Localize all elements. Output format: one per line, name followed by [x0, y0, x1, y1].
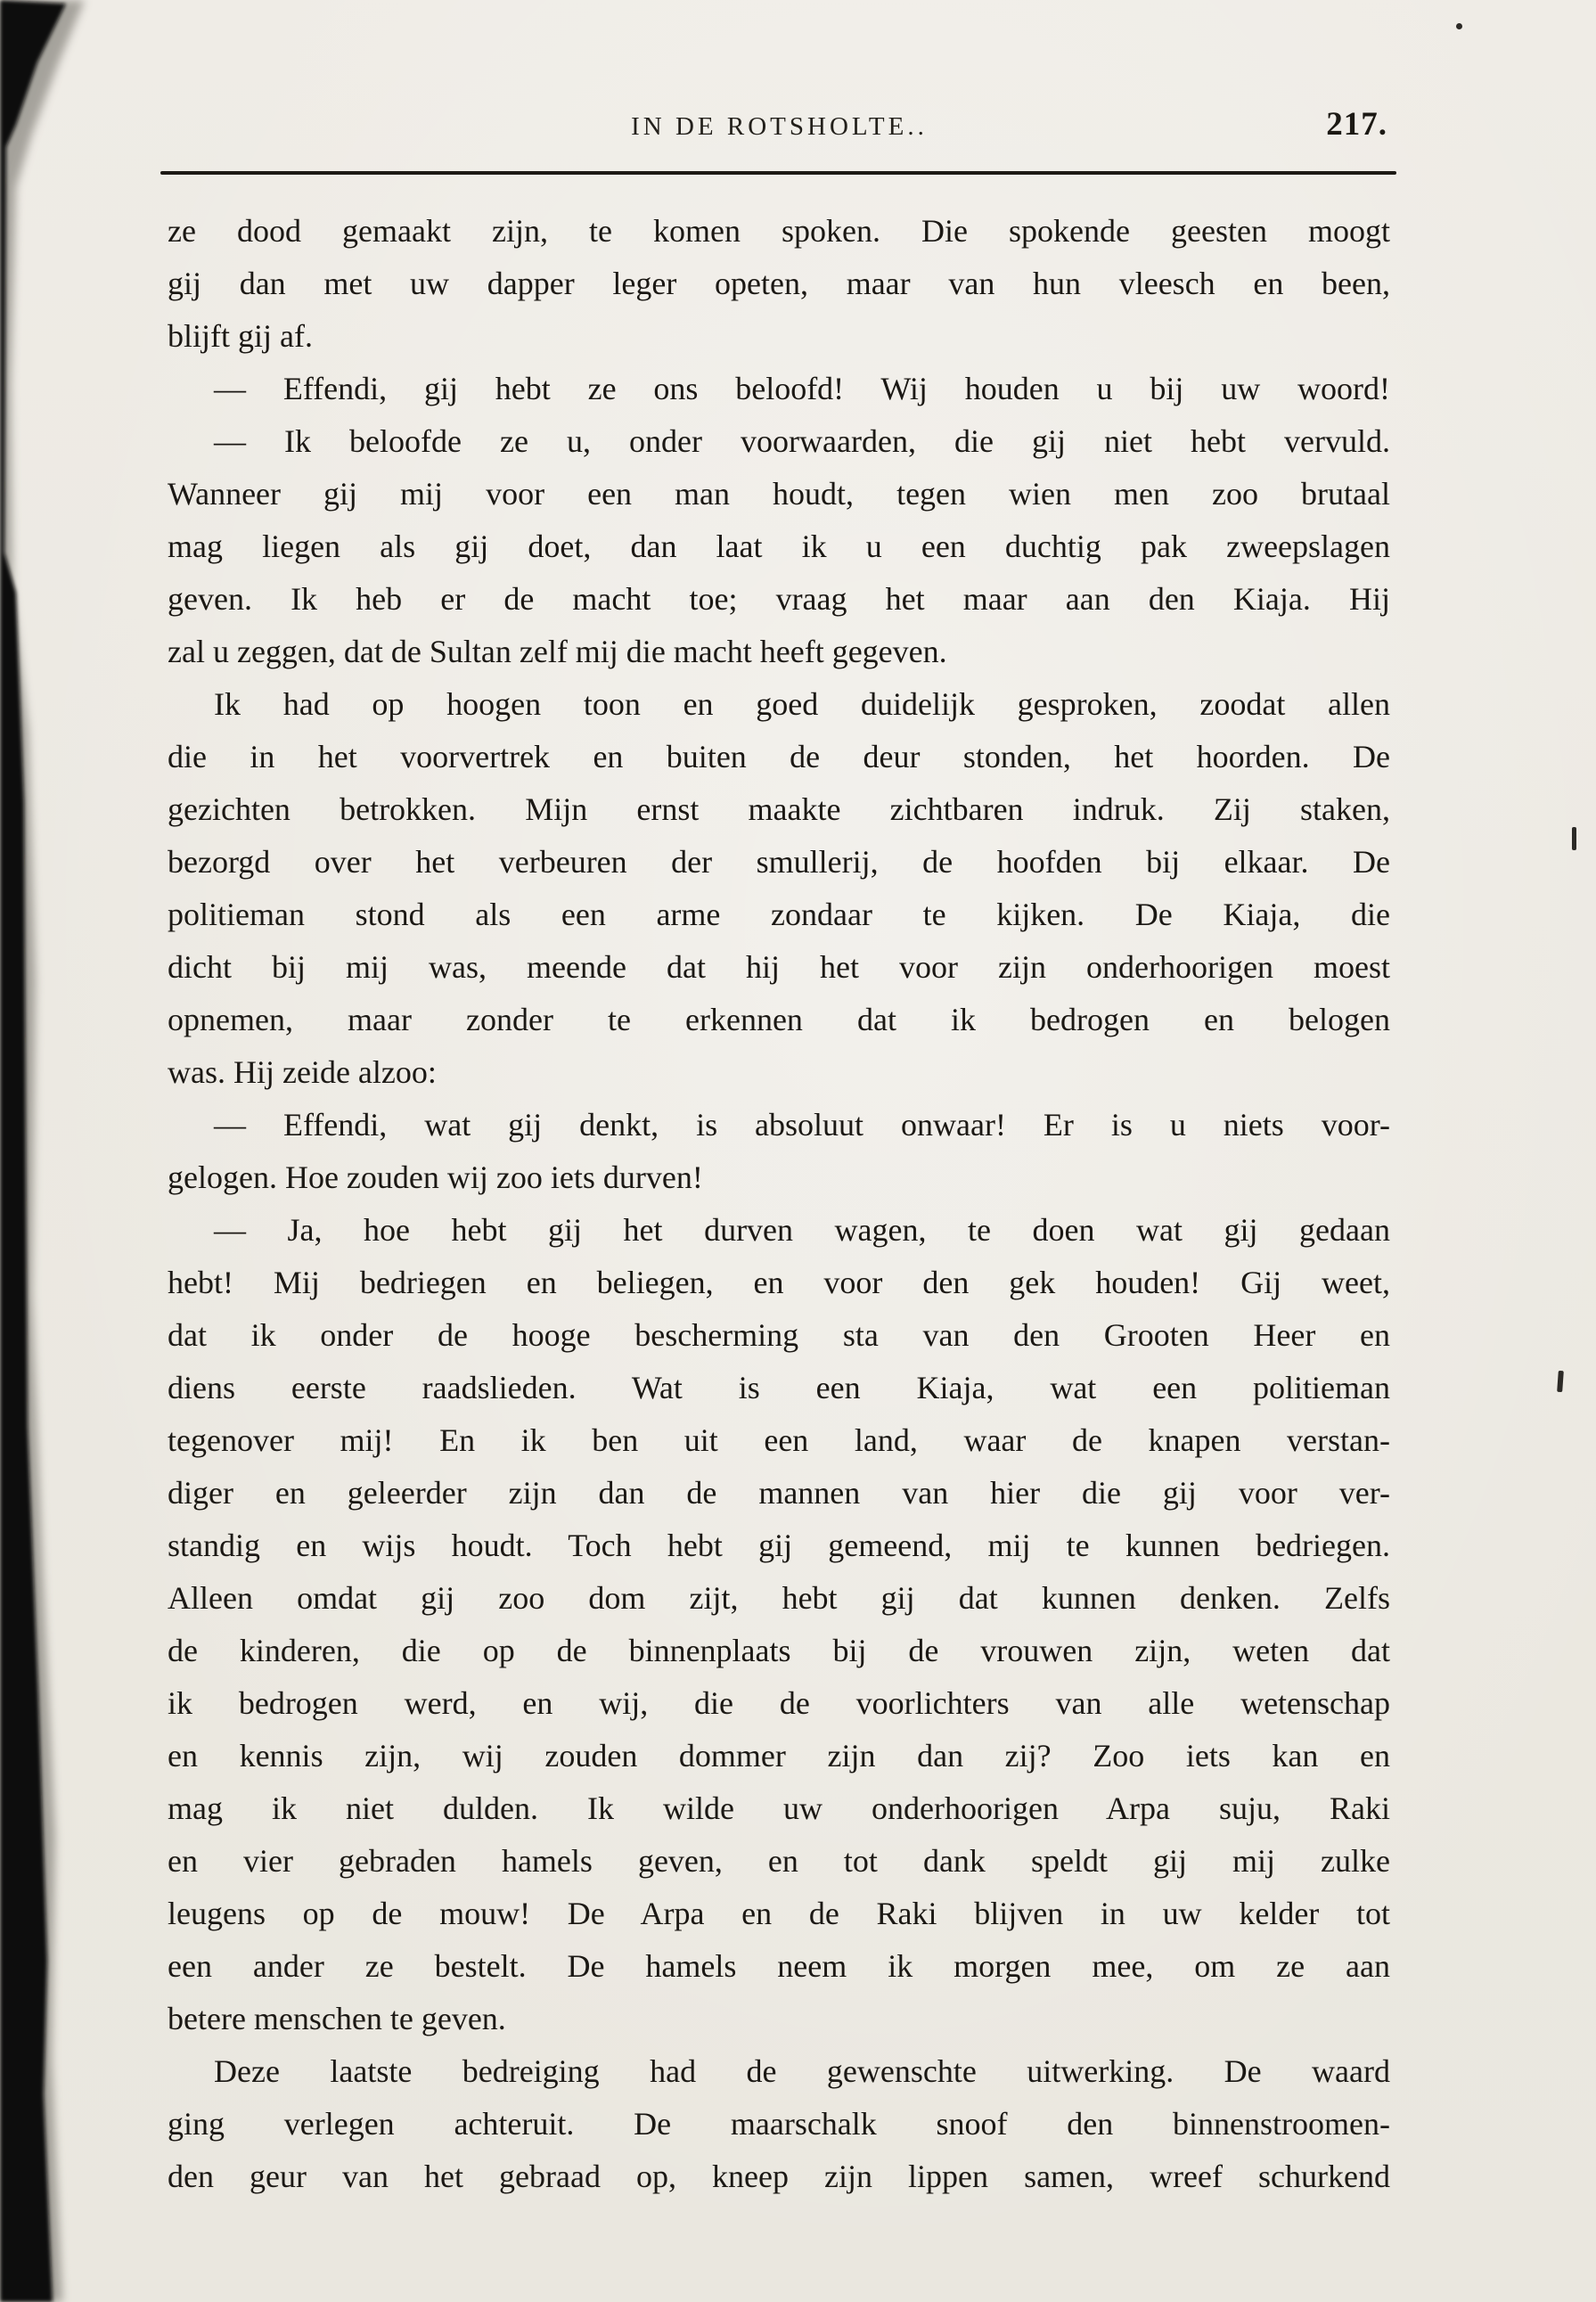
text-line: — Ik beloofde ze u, onder voorwaarden, die gij niet hebt vervuld.: [214, 423, 1390, 459]
text-line: Wanneer gij mij voor een man houdt, tegen wien men zoo brutaal: [168, 476, 1390, 512]
text-line: diger en geleerder zijn dan de mannen van hier die gij voor ver-: [168, 1475, 1390, 1511]
text-line: een ander ze bestelt. De hamels neem ik morgen mee, om ze aan: [168, 1948, 1390, 1984]
text-line: gij dan met uw dapper leger opeten, maar van hun vleesch en been,: [168, 266, 1390, 301]
text-line: mag liegen als gij doet, dan laat ik u een duchtig pak zweepslagen: [168, 528, 1390, 564]
text-line: was. Hij zeide alzoo:: [168, 1054, 437, 1090]
text-line: en kennis zijn, wij zouden dommer zijn dan zij? Zoo iets kan en: [168, 1738, 1390, 1774]
text-line: die in het voorvertrek en buiten de deur stonden, het hoorden. De: [168, 739, 1390, 774]
text-line: den geur van het gebraad op, kneep zijn lippen samen, wreef schurkend: [168, 2159, 1390, 2194]
text-line: Ik had op hoogen toon en goed duidelijk gesproken, zoodat allen: [214, 686, 1390, 722]
text-line: ging verlegen achteruit. De maarschalk snoof den binnenstroomen-: [168, 2106, 1390, 2142]
text-line: hebt! Mij bedriegen en beliegen, en voor den gek houden! Gij weet,: [168, 1265, 1390, 1300]
text-line: geven. Ik heb er de macht toe; vraag het maar aan den Kiaja. Hij: [168, 581, 1390, 617]
text-line: bezorgd over het verbeuren der smullerij, de hoofden bij elkaar. De: [168, 844, 1390, 880]
running-header: IN DE ROTSHOLTE..: [631, 112, 928, 141]
text-line: mag ik niet dulden. Ik wilde uw onderhoorigen Arpa suju, Raki: [168, 1790, 1390, 1826]
text-line: gelogen. Hoe zouden wij zoo iets durven!: [168, 1159, 703, 1195]
scan-speck: [1572, 827, 1576, 850]
text-line: — Effendi, gij hebt ze ons beloofd! Wij houden u bij uw woord!: [214, 371, 1390, 406]
text-line: en vier gebraden hamels geven, en tot dank speldt gij mij zulke: [168, 1843, 1390, 1879]
text-line: opnemen, maar zonder te erkennen dat ik bedrogen en belogen: [168, 1002, 1390, 1037]
text-line: zal u zeggen, dat de Sultan zelf mij die macht heeft gegeven.: [168, 634, 947, 669]
text-line: ik bedrogen werd, en wij, die de voorlichters van alle wetenschap: [168, 1685, 1390, 1721]
text-line: diens eerste raadslieden. Wat is een Kiaja, wat een politieman: [168, 1370, 1390, 1405]
text-line: ze dood gemaakt zijn, te komen spoken. Die spokende geesten moogt: [168, 213, 1390, 249]
text-line: Alleen omdat gij zoo dom zijt, hebt gij dat kunnen denken. Zelfs: [168, 1580, 1390, 1616]
binding-shadow-artifact: [0, 0, 116, 2302]
text-line: Deze laatste bedreiging had de gewenschte uitwerking. De waard: [214, 2053, 1390, 2089]
text-line: standig en wijs houdt. Toch hebt gij gemeend, mij te kunnen bedriegen.: [168, 1528, 1390, 1563]
text-line: leugens op de mouw! De Arpa en de Raki blijven in uw kelder tot: [168, 1896, 1390, 1931]
page-number: 217.: [1326, 106, 1387, 143]
text-line: politieman stond als een arme zondaar te kijken. De Kiaja, die: [168, 897, 1390, 932]
text-line: dat ik onder de hooge bescherming sta van den Grooten Heer en: [168, 1317, 1390, 1353]
text-block: [168, 205, 1390, 2203]
text-line: dicht bij mij was, meende dat hij het voor zijn onderhoorigen moest: [168, 949, 1390, 985]
text-line: de kinderen, die op de binnenplaats bij de vrouwen zijn, weten dat: [168, 1633, 1390, 1668]
scan-speck: [1456, 23, 1462, 29]
text-line: blijft gij af.: [168, 318, 313, 354]
scan-speck: [1557, 1371, 1564, 1392]
page-header: [162, 105, 1396, 159]
header-rule: [160, 171, 1396, 175]
text-line: — Ja, hoe hebt gij het durven wagen, te doen wat gij gedaan: [214, 1212, 1390, 1248]
text-line: tegenover mij! En ik ben uit een land, waar de knapen verstan-: [168, 1422, 1390, 1458]
text-line: betere menschen te geven.: [168, 2001, 506, 2036]
text-line: — Effendi, wat gij denkt, is absoluut onwaar! Er is u niets voor-: [214, 1107, 1390, 1143]
text-line: gezichten betrokken. Mijn ernst maakte zichtbaren indruk. Zij staken,: [168, 791, 1390, 827]
